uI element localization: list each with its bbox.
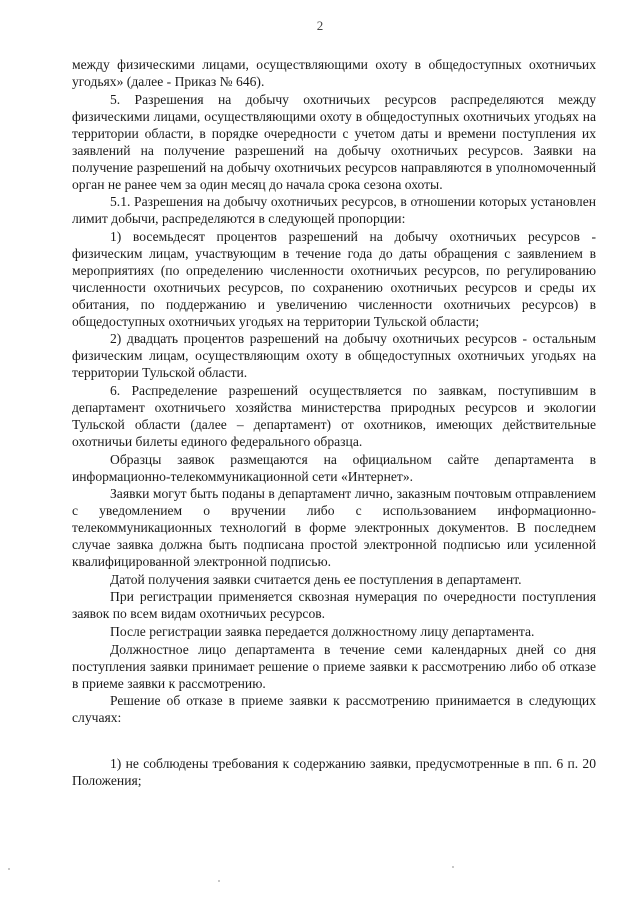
paragraph-refusal-cases: Решение об отказе в приеме заявки к рассмотрению принимается в следующих случаях: (72, 693, 596, 726)
paragraph-refusal-reason-1: 1) не соблюдены требования к содержанию заявки, предусмотренные в пп. 6 п. 20 Положения; (72, 755, 596, 788)
paragraph-item-5-1: 5.1. Разрешения на добычу охотничьих ресурсов, в отношении которых установлен лимит добычи, распределяются в следующей пропорции: (72, 194, 596, 227)
section-gap (72, 727, 596, 755)
paragraph-item-6: 6. Распределение разрешений осуществляется по заявкам, поступившим в департамент охотничьего хозяйства министерства природных ресурсов и экологии Тульской области (далее – департамент) от охотников, имеющих действительные охотничьи билеты единого федерального образца. (72, 382, 596, 449)
scan-speck (218, 880, 220, 882)
paragraph-receipt-date: Датой получения заявки считается день ее поступления в департамент. (110, 571, 522, 587)
scan-speck (452, 866, 454, 868)
paragraph-submission-methods: Заявки могут быть поданы в департамент лично, заказным почтовым отправлением с уведомлением о вручении либо с использованием информационно-телекоммуникационных технологий в форме электронных документов. В последнем случае заявка должна быть подписана простой электронной подписью или усиленной квалифицированной электронной подписью. (72, 486, 596, 570)
scan-speck (8, 868, 10, 870)
paragraph-subitem-2: 2) двадцать процентов разрешений на добычу охотничьих ресурсов - остальным физическим лицам, осуществляющим охоту в общедоступных охотничьих угодьях на территории Тульской области. (72, 331, 596, 381)
paragraph-subitem-1: 1) восемьдесят процентов разрешений на добычу охотничьих ресурсов - физическим лицам, участвующим в течение года до даты обращения с заявлением в мероприятиях (по определению численности охотничьих ресурсов, по регулированию численности охотничьих ресурсов, по сохранению охотничьих ресурсов и среды их обитания, по поддержанию и увеличению численности охотничьих ресурсов) в общедоступных охотничьих угодьях на территории Тульской области; (72, 228, 596, 329)
page-number: 2 (316, 18, 324, 33)
paragraph-decision-period: Должностное лицо департамента в течение семи календарных дней со дня поступления заявки принимает решение о приеме заявки к рассмотрению либо об отказе в приеме заявки к рассмотрению. (72, 641, 596, 691)
paragraph-application-samples: Образцы заявок размещаются на официальном сайте департамента в информационно-телекоммуникационной сети «Интернет». (72, 451, 596, 484)
paragraph-item-5: 5. Разрешения на добычу охотничьих ресурсов распределяются между физическими лицами, осуществляющими охоту в общедоступных охотничьих угодьях на территории области, в порядке очередности с учетом даты и времени поступления их заявлений на получение разрешений на добычу охотничьих ресурсов. Заявки на получение разрешений на добычу охотничьих ресурсов направляются в уполномоченный орган не ранее чем за один месяц до начала срока сезона охоты. (72, 91, 596, 192)
paragraph-registration: При регистрации применяется сквозная нумерация по очередности поступления заявок по всем видам охотничьих ресурсов. (72, 589, 596, 622)
document-body (72, 56, 596, 789)
paragraph-continuation: между физическими лицами, осуществляющими охоту в общедоступных охотничьих угодьях» (далее - Приказ № 646). (72, 57, 596, 89)
paragraph-transfer: После регистрации заявка передается должностному лицу департамента. (110, 623, 535, 639)
